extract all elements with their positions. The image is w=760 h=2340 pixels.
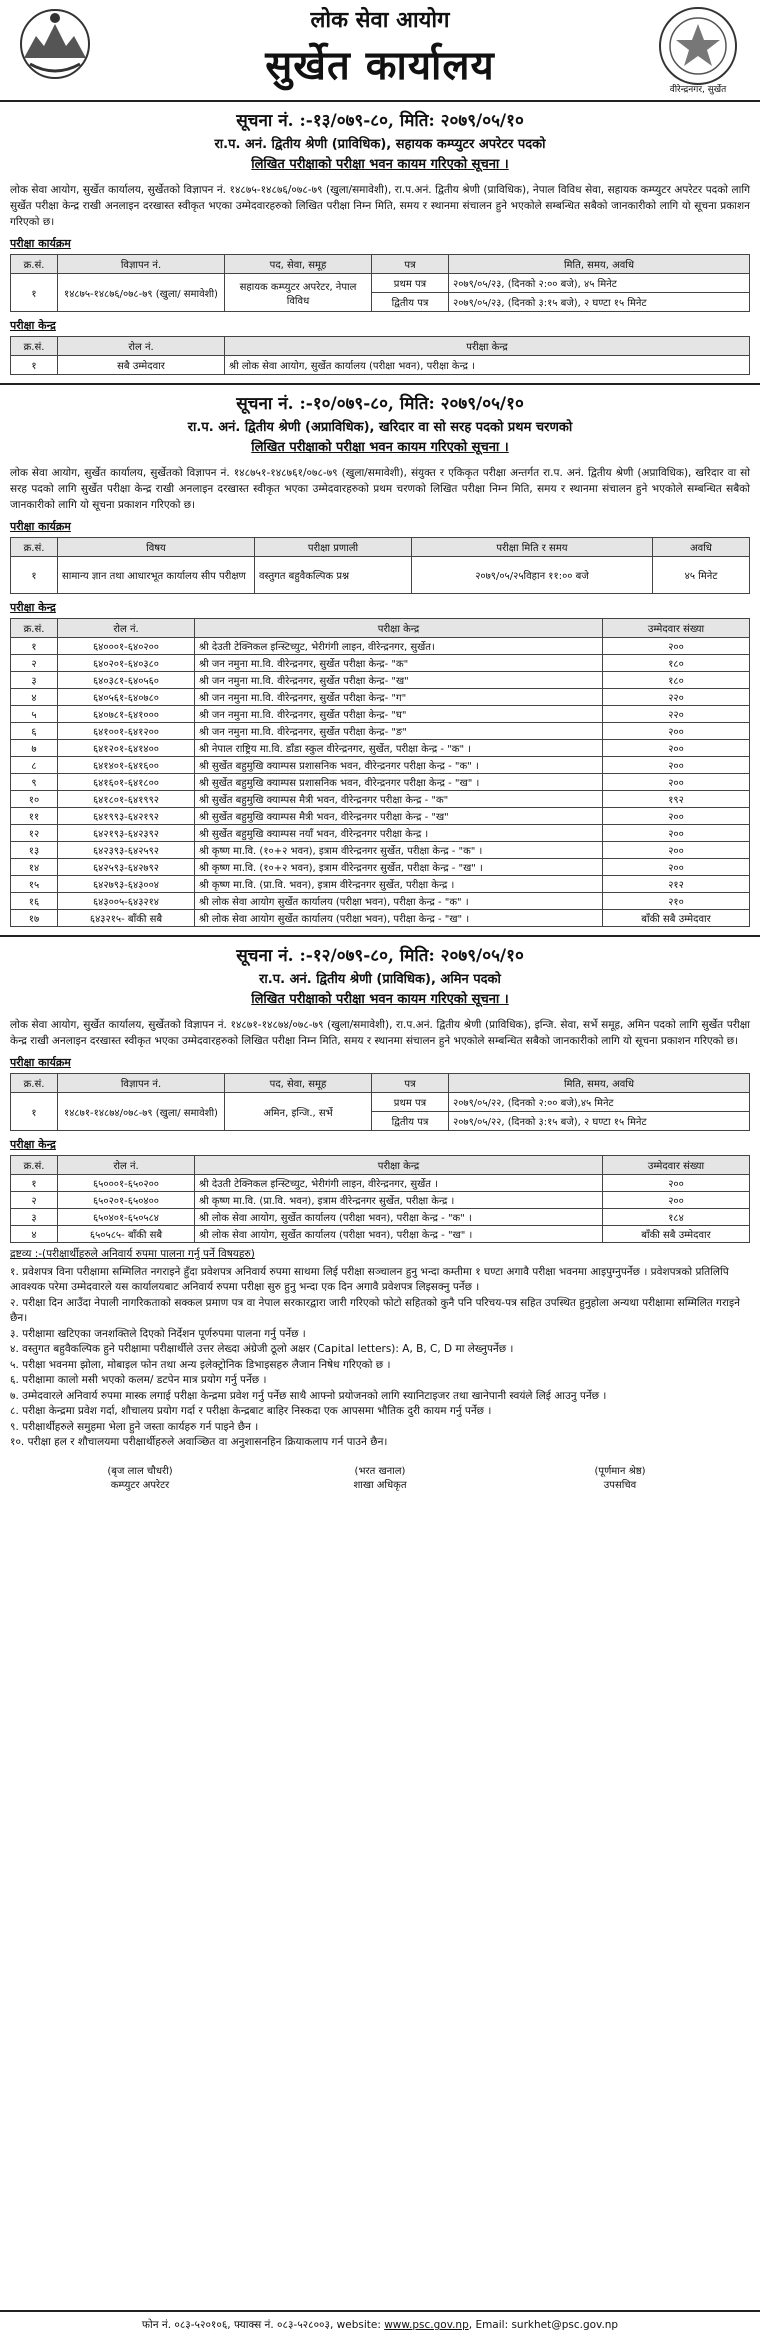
centre-cell-sn: १० (11, 791, 58, 808)
exam-program-table: क्र.सं. विज्ञापन नं. पद, सेवा, समूह पत्र मिति, समय, अवधि १ १४८७१-१४८७४/०७८-७९ (खुला/ समावेशी) अमिन, इन्जि., सर्भे प्रथम पत्र २०७९/०५/२२, (दिनको २:०० बजे),४५ मिनेट द्वितीय पत्र २०७९/०५/२२, (दिनको ३:१५ बजे), २ घण्टा १५ मिनेट (10, 1073, 750, 1131)
instruction-item: ३. परीक्षामा खटिएका जनशक्तिले दिएको निर्देशन पूर्णरुपमा पालना गर्नु पर्नेछ । (10, 1327, 306, 1340)
exam-program-table (10, 254, 750, 312)
centre-cell-count: २२० (603, 706, 750, 723)
exam-centre-table: क्र.सं. रोल नं. परीक्षा केन्द्र १ सबै उम्मेदवार श्री लोक सेवा आयोग, सुर्खेत कार्यालय (परीक्षा भवन), परीक्षा केन्द्र । (10, 336, 750, 375)
centre-cell-roll: ६५०२०१-६५०४०० (58, 1192, 195, 1209)
centre-cell-roll: ६४३००५-६४३२१४ (58, 893, 195, 910)
instruction-item: ९. परीक्षार्थीहरुले समुहमा भेला हुने जस्ता कार्यहरु गर्न पाइने छैन । (10, 1420, 259, 1433)
table-row (11, 808, 750, 825)
centre-cell-centre: श्री लोक सेवा आयोग, सुर्खेत कार्यालय (परीक्षा भवन), परीक्षा केन्द्र - "ख" । (195, 1226, 603, 1243)
centre-cell-centre: श्री सुर्खेत बहुमुखि क्याम्पस नयाँ भवन, वीरेन्द्रनगर परीक्षा केन्द्र । (195, 825, 603, 842)
col-header: पत्र (372, 255, 449, 274)
notice-2 (0, 391, 760, 927)
centre-cell-centre: श्री सुर्खेत बहुमुखि क्याम्पस मैत्री भवन, वीरेन्द्रनगर परीक्षा केन्द्र - "क" (195, 791, 603, 808)
centre-cell-roll: ६४१८०१-६४१९९२ (58, 791, 195, 808)
centre-cell-sn: ६ (11, 723, 58, 740)
table-row: १ १४८७५-१४८७६/०७८-७९ (खुला/ समावेशी) सहायक कम्प्युटर अपरेटर, नेपाल विविध प्रथम पत्र २०७९/०५/२३, (दिनको २:०० बजे), ४५ मिनेट (11, 274, 750, 293)
notice-paragraph: लोक सेवा आयोग, सुर्खेत कार्यालय, सुर्खेतको विज्ञापन नं. १४८७५-१४८७६/०७८-७९ (खुला/समावेशी), रा.प.अनं. द्वितीय श्रेणी (प्राविधिक), नेपाल विविध सेवा, सहायक कम्प्युटर अपरेटर पदको लागि सुर्खेत परीक्षा केन्द्र राखी अनलाइन दरखास्त स्वीकृत भएका उम्मेदवारहरुको लिखित परीक्षा निम्न मिति, समय र स्थानमा संचालन हुने भएकोले सम्बन्धित सबैको जानकारीको लागि यो सूचना प्रकाशन गरिएको छ। (10, 184, 750, 228)
signatures (10, 1463, 750, 1491)
centre-cell-sn: १४ (11, 859, 58, 876)
table-row (11, 910, 750, 927)
centre-cell-centre: श्री सुर्खेत बहुमुखि क्याम्पस प्रशासनिक भवन, वीरेन्द्रनगर परीक्षा केन्द्र - "ख" । (195, 774, 603, 791)
centre-cell-roll: ६४०७८१-६४१००० (58, 706, 195, 723)
org-name: लोक सेवा आयोग (310, 7, 450, 33)
exam-centre-table: क्र.सं. रोल नं. परीक्षा केन्द्र उम्मेदवार संख्या १ ६४०००१-६४०२०० श्री देउती टेक्निकल इन्स्टिच्युट, भेरीगंगी लाइन, वीरेन्द्रनगर, सुर्खेत। २०० २ ६४०२०१-६४०३८० श्री जन नमुना मा.वि. वीरेन्द्रनगर, सुर्खेत परीक्षा केन्द्र- "क" १८० ३ ६४०३८१-६४०५६० श्री जन नमुना मा.वि. वीरेन्द्रनगर, सुर्खेत परीक्षा केन्द्र- "ख" १८० ४ ६४०५६१-६४०७८० श्री जन नमुना मा.वि. वीरेन्द्रनगर, सुर्खेत परीक्षा केन्द्र- "ग" २२० ५ ६४०७८१-६४१००० श्री जन नमुना मा.वि. वीरेन्द्रनगर, सुर्खेत परीक्षा केन्द्र- "घ" २२० ६ ६४१००१-६४१२०० श्री जन नमुना मा.वि. वीरेन्द्रनगर, सुर्खेत परीक्षा केन्द्र- "ङ" २०० ७ ६४१२०१-६४१४०० श्री नेपाल राष्ट्रिय मा.वि. डाँडा स्कुल वीरेन्द्रनगर, सुर्खेत, परीक्षा केन्द्र - "क" । २०० ८ ६४१४०१-६४१६०० श्री सुर्खेत बहुमुखि क्याम्पस प्रशासनिक भवन, वीरेन्द्रनगर परीक्षा केन्द्र - "क" । २०० ९ ६४१६०१-६४१८०० श्री सुर्खेत बहुमुखि क्याम्पस प्रशासनिक भवन, वीरेन्द्रनगर परीक्षा केन्द्र - "ख" । २०० १० ६४१८०१-६४१९९२ श्री सुर्खेत बहुमुखि क्याम्पस मैत्री भवन, वीरेन्द्रनगर परीक्षा केन्द्र - "क" १९२ ११ ६४१९९३-६४२१९२ श्री सुर्खेत बहुमुखि क्याम्पस मैत्री भवन, वीरेन्द्रनगर परीक्षा केन्द्र - "ख" २०० १२ ६४२१९३-६४२३९२ श्री सुर्खेत बहुमुखि क्याम्पस नयाँ भवन, वीरेन्द्रनगर परीक्षा केन्द्र । २०० १३ ६४२३९३-६४२५९२ श्री कृष्ण मा.वि. (१०+२ भवन), इत्राम वीरेन्द्रनगर सुर्खेत, परीक्षा केन्द्र - "क" । २०० १४ ६४२५९३-६४२७९२ श्री कृष्ण मा.वि. (१०+२ भवन), इत्राम वीरेन्द्रनगर सुर्खेत, परीक्षा केन्द्र - "ख" । २०० १५ ६४२७९३-६४३००४ श्री कृष्ण मा.वि. (प्रा.वि. भवन), इत्राम वीरेन्द्रनगर सुर्खेत, परीक्षा केन्द्र । २१२ १६ ६४३००५-६४३२१४ श्री लोक सेवा आयोग सुर्खेत कार्यालय (परीक्षा भवन), परीक्षा केन्द्र - "क" । २१० १७ ६४३२१५- बाँकी सबै श्री लोक सेवा आयोग सुर्खेत कार्यालय (परीक्षा भवन), परीक्षा केन्द्र - "ख" । बाँकी सबै उम्मेदवार (10, 618, 750, 927)
centre-cell-count: २०० (603, 842, 750, 859)
centre-cell-centre: श्री देउती टेक्निकल इन्स्टिच्युट, भेरीगंगी लाइन, वीरेन्द्रनगर, सुर्खेत। (195, 638, 603, 655)
centre-cell-count: २०० (603, 1175, 750, 1192)
email-link[interactable]: surkhet@psc.gov.np (511, 2319, 619, 2331)
centre-cell-sn: १३ (11, 842, 58, 859)
notice-3 (0, 943, 760, 1491)
signatory: (पूर्णमान श्रेष्ठ) उपसचिव (594, 1465, 646, 1491)
col-header: पद, सेवा, समूह (225, 255, 372, 274)
centre-cell-count: २०० (603, 808, 750, 825)
office-header (0, 0, 760, 102)
centre-cell-sn: १७ (11, 910, 58, 927)
centre-cell-sn: ७ (11, 740, 58, 757)
notice-subtitle: रा.प. अनं. द्वितीय श्रेणी (अप्राविधिक), खरिदार वा सो सरह पदको प्रथम चरणको (187, 420, 573, 435)
centre-cell-count: २०० (603, 1192, 750, 1209)
centre-cell-count: २२० (603, 689, 750, 706)
centre-cell-roll: ६५०००१-६५०२०० (58, 1175, 195, 1192)
centre-cell-roll: ६४१६०१-६४१८०० (58, 774, 195, 791)
centre-label: परीक्षा केन्द्र (10, 601, 56, 614)
table-row (11, 672, 750, 689)
phone-fax: फोन नं. ०८३-५२०१०६, फ्याक्स नं. ०८३-५२८००३, (141, 2319, 334, 2331)
instructions-list (10, 1265, 750, 1451)
centre-cell-centre: श्री लोक सेवा आयोग, सुर्खेत कार्यालय (परीक्षा भवन), परीक्षा केन्द्र - "क" । (195, 1209, 603, 1226)
signatory: (भरत खनाल) शाखा अधिकृत (353, 1465, 407, 1491)
instructions (10, 1247, 750, 1451)
centre-cell-roll: ६४०२०१-६४०३८० (58, 655, 195, 672)
centre-rows (11, 1175, 750, 1243)
notice-subtitle: रा.प. अनं. द्वितीय श्रेणी (प्राविधिक), सहायक कम्प्युटर अपरेटर पदको (214, 137, 546, 152)
notice-subtitle-2: लिखित परीक्षाको परीक्षा भवन कायम गरिएको सूचना । (251, 992, 509, 1007)
centre-cell-count: २१२ (603, 876, 750, 893)
instruction-item: १०. परीक्षा हल र शौचालयमा परीक्षार्थीहरुले अवाञ्छित वा अनुशासनहिन क्रियाकलाप गर्न पाउने छैन। (10, 1436, 388, 1448)
centre-cell-count: २०० (603, 859, 750, 876)
table-row: १ सबै उम्मेदवार श्री लोक सेवा आयोग, सुर्खेत कार्यालय (परीक्षा भवन), परीक्षा केन्द्र । (11, 356, 750, 375)
centre-label: परीक्षा केन्द्र (10, 1138, 56, 1151)
col-header: मिति, समय, अवधि (449, 255, 750, 274)
centre-cell-count: २०० (603, 723, 750, 740)
centre-cell-sn: ३ (11, 672, 58, 689)
centre-cell-sn: १२ (11, 825, 58, 842)
office-name: सुर्खेत कार्यालय (265, 42, 495, 89)
centre-cell-centre: श्री देउती टेक्निकल इन्स्टिच्युट, भेरीगंगी लाइन, वीरेन्द्रनगर, सुर्खेत । (195, 1175, 603, 1192)
centre-cell-centre: श्री कृष्ण मा.वि. (१०+२ भवन), इत्राम वीरेन्द्रनगर सुर्खेत, परीक्षा केन्द्र - "क" । (195, 842, 603, 859)
centre-cell-roll: ६४२७९३-६४३००४ (58, 876, 195, 893)
program-label: परीक्षा कार्यक्रम (10, 1056, 71, 1069)
centre-cell-count: १९२ (603, 791, 750, 808)
col-header: क्र.सं. (11, 255, 58, 274)
table-row (11, 638, 750, 655)
table-row: १ १४८७१-१४८७४/०७८-७९ (खुला/ समावेशी) अमिन, इन्जि., सर्भे प्रथम पत्र २०७९/०५/२२, (दिनको २:०० बजे),४५ मिनेट (11, 1093, 750, 1112)
centre-cell-roll: ६४२५९३-६४२७९२ (58, 859, 195, 876)
centre-cell-roll: ६४१००१-६४१२०० (58, 723, 195, 740)
seal-location: वीरेन्द्रनगर, सुर्खेत (669, 85, 727, 95)
notice-title: सूचना नं. :-१३/०७९-८०, मिति: २०७९/०५/१० (236, 111, 524, 131)
centre-cell-centre: श्री जन नमुना मा.वि. वीरेन्द्रनगर, सुर्खेत परीक्षा केन्द्र- "ङ" (195, 723, 603, 740)
centre-cell-centre: श्री जन नमुना मा.वि. वीरेन्द्रनगर, सुर्खेत परीक्षा केन्द्र- "क" (195, 655, 603, 672)
centre-cell-centre: श्री कृष्ण मा.वि. (प्रा.वि. भवन), इत्राम वीरेन्द्रनगर सुर्खेत, परीक्षा केन्द्र । (195, 876, 603, 893)
centre-cell-sn: ५ (11, 706, 58, 723)
table-row (11, 655, 750, 672)
table-row (11, 740, 750, 757)
centre-cell-count: बाँकी सबै उम्मेदवार (603, 910, 750, 927)
centre-cell-roll: ६४२१९३-६४२३९२ (58, 825, 195, 842)
centre-cell-count: २०० (603, 638, 750, 655)
centre-cell-roll: ६४०३८१-६४०५६० (58, 672, 195, 689)
centre-cell-count: २१० (603, 893, 750, 910)
centre-cell-sn: १५ (11, 876, 58, 893)
program-label: परीक्षा कार्यक्रम (10, 237, 71, 250)
centre-rows (11, 638, 750, 927)
centre-cell-centre: श्री सुर्खेत बहुमुखि क्याम्पस प्रशासनिक भवन, वीरेन्द्रनगर परीक्षा केन्द्र - "क" । (195, 757, 603, 774)
col-header: विज्ञापन नं. (58, 255, 225, 274)
centre-cell-centre: श्री लोक सेवा आयोग सुर्खेत कार्यालय (परीक्षा भवन), परीक्षा केन्द्र - "ख" । (195, 910, 603, 927)
centre-cell-sn: ८ (11, 757, 58, 774)
instruction-item: ४. वस्तुगत बहुवैकल्पिक हुने परीक्षामा परीक्षार्थीले उत्तर लेख्दा अंग्रेजी ठूलो अक्षर (Capital letters): A, B, C, D मा लेख्नुपर्नेछ । (10, 1343, 514, 1355)
table-row: १ सामान्य ज्ञान तथा आधारभूत कार्यालय सीप परीक्षण वस्तुगत बहुवैकल्पिक प्रश्न २०७९/०५/२५विहान ११:०० बजे ४५ मिनेट (11, 557, 750, 594)
centre-cell-centre: श्री कृष्ण मा.वि. (प्रा.वि. भवन), इत्राम वीरेन्द्रनगर सुर्खेत, परीक्षा केन्द्र । (195, 1192, 603, 1209)
table-row: द्वितीय पत्र २०७९/०५/२३, (दिनको ३:१५ बजे), २ घण्टा १५ मिनेट (11, 293, 750, 312)
centre-cell-count: २०० (603, 757, 750, 774)
instruction-item: २. परीक्षा दिन आउँदा नेपाली नागरिकताको सक्कल प्रमाण पत्र वा नेपाल सरकारद्वारा जारी गरिएको फोटो सहितको कुनै पनि परिचय-पत्र सहित उपस्थित हुनुहोला अन्यथा परीक्षामा सम्मिलित गराइने छैन। (10, 1296, 740, 1324)
contact-footer: फोन नं. ०८३-५२०१०६, फ्याक्स नं. ०८३-५२८००३, website: www.psc.gov.np, Email: surkhet@psc.gov.np (0, 2310, 760, 2332)
centre-cell-roll: ६४०५६१-६४०७८० (58, 689, 195, 706)
centre-cell-centre: श्री कृष्ण मा.वि. (१०+२ भवन), इत्राम वीरेन्द्रनगर सुर्खेत, परीक्षा केन्द्र - "ख" । (195, 859, 603, 876)
instruction-item: ७. उम्मेदवारले अनिवार्य रुपमा मास्क लगाई परीक्षा केन्द्रमा प्रवेश गर्नु पर्नेछ साथै आफ्नो प्रयोजनको लागि स्यानिटाइजर तथा खानेपानी स्वयंले लिई आउनु पर्नेछ । (10, 1389, 607, 1402)
instruction-item: १. प्रवेशपत्र विना परीक्षामा सम्मिलित नगराइने हुँदा प्रवेशपत्र अनिवार्य रुपमा साथमा लिई परीक्षा सञ्चालन हुनु भन्दा कम्तीमा १ घण्टा अगावै परीक्षा भवनमा आइपुग्नुपर्नेछ । प्रवेशपत्रको प्रतिलिपि आवश्यक परेमा उम्मेदवारले यस कार्यालयबाट अनिवार्य रुपमा परीक्षा सुरु हुनु भन्दा एक दिन अगावै प्रवेशपत्र लिइसक्नु पर्नेछ । (10, 1265, 729, 1293)
centre-cell-roll: ६५०४०१-६५०५८४ (58, 1209, 195, 1226)
centre-cell-sn: १६ (11, 893, 58, 910)
notice-title: सूचना नं. :-१२/०७९-८०, मिति: २०७९/०५/१० (236, 946, 524, 966)
centre-cell-count: १८० (603, 655, 750, 672)
table-row (11, 723, 750, 740)
table-row (11, 876, 750, 893)
notice-paragraph: लोक सेवा आयोग, सुर्खेत कार्यालय, सुर्खेतको विज्ञापन नं. १४८७१-१४८७४/०७८-७९ (खुला/समावेशी), रा.प.अनं. द्वितीय श्रेणी (प्राविधिक), इन्जि. सेवा, सर्भे समूह, अमिन पदको लागि सुर्खेत परीक्षा केन्द्र राखी अनलाइन दरखास्त स्वीकृत भएका उम्मेदवारहरुको लिखित परीक्षा निम्न मिति, समय र स्थानमा संचालन हुने भएकोले सम्बन्धित सबैको जानकारीको लागि यो सूचना प्रकाशन गरिएको छ। (10, 1019, 750, 1047)
centre-cell-roll: ६४१२०१-६४१४०० (58, 740, 195, 757)
notice-1 (0, 108, 760, 375)
notice-subtitle: रा.प. अनं. द्वितीय श्रेणी (प्राविधिक), अमिन पदको (259, 972, 501, 987)
table-row (11, 1175, 750, 1192)
centre-cell-count: बाँकी सबै उम्मेदवार (603, 1226, 750, 1243)
website-link[interactable]: www.psc.gov.np (384, 2319, 469, 2331)
table-row (11, 825, 750, 842)
centre-cell-count: १८४ (603, 1209, 750, 1226)
centre-cell-count: २०० (603, 740, 750, 757)
notice-subtitle-2: लिखित परीक्षाको परीक्षा भवन कायम गरिएको सूचना । (251, 440, 509, 455)
centre-cell-sn: २ (11, 655, 58, 672)
centre-cell-centre: श्री जन नमुना मा.वि. वीरेन्द्रनगर, सुर्खेत परीक्षा केन्द्र- "ख" (195, 672, 603, 689)
centre-cell-roll: ६४३२१५- बाँकी सबै (58, 910, 195, 927)
divider (0, 383, 760, 385)
table-row (11, 706, 750, 723)
centre-cell-sn: ११ (11, 808, 58, 825)
table-row: द्वितीय पत्र २०७९/०५/२२, (दिनको ३:१५ बजे), २ घण्टा १५ मिनेट (11, 1112, 750, 1131)
centre-cell-roll: ६४१४०१-६४१६०० (58, 757, 195, 774)
centre-cell-sn: ३ (11, 1209, 58, 1226)
centre-cell-centre: श्री नेपाल राष्ट्रिय मा.वि. डाँडा स्कुल वीरेन्द्रनगर, सुर्खेत, परीक्षा केन्द्र - "क" । (195, 740, 603, 757)
centre-label: परीक्षा केन्द्र (10, 319, 56, 332)
instruction-item: ५. परीक्षा भवनमा झोला, मोबाइल फोन तथा अन्य इलेक्ट्रोनिक डिभाइसहरु लैजान निषेध गरिएको छ । (10, 1358, 391, 1371)
table-row (11, 893, 750, 910)
table-row (11, 859, 750, 876)
centre-cell-sn: ९ (11, 774, 58, 791)
centre-cell-roll: ६४२३९३-६४२५९२ (58, 842, 195, 859)
centre-cell-centre: श्री लोक सेवा आयोग सुर्खेत कार्यालय (परीक्षा भवन), परीक्षा केन्द्र - "क" । (195, 893, 603, 910)
signatory: (बृज लाल चौधरी) कम्प्युटर अपरेटर (107, 1465, 173, 1491)
centre-cell-sn: २ (11, 1192, 58, 1209)
centre-cell-centre: श्री जन नमुना मा.वि. वीरेन्द्रनगर, सुर्खेत परीक्षा केन्द्र- "घ" (195, 706, 603, 723)
psc-seal-icon (650, 4, 746, 94)
centre-cell-count: २०० (603, 825, 750, 842)
centre-cell-roll: ६४०००१-६४०२०० (58, 638, 195, 655)
centre-cell-sn: १ (11, 1175, 58, 1192)
centre-cell-sn: ४ (11, 1226, 58, 1243)
divider (0, 935, 760, 937)
exam-centre-table: क्र.सं. रोल नं. परीक्षा केन्द्र उम्मेदवार संख्या १ ६५०००१-६५०२०० श्री देउती टेक्निकल इन्स्टिच्युट, भेरीगंगी लाइन, वीरेन्द्रनगर, सुर्खेत । २०० २ ६५०२०१-६५०४०० श्री कृष्ण मा.वि. (प्रा.वि. भवन), इत्राम वीरेन्द्रनगर सुर्खेत, परीक्षा केन्द्र । २०० ३ ६५०४०१-६५०५८४ श्री लोक सेवा आयोग, सुर्खेत कार्यालय (परीक्षा भवन), परीक्षा केन्द्र - "क" । १८४ ४ ६५०५८५- बाँकी सबै श्री लोक सेवा आयोग, सुर्खेत कार्यालय (परीक्षा भवन), परीक्षा केन्द्र - "ख" । बाँकी सबै उम्मेदवार (10, 1155, 750, 1243)
centre-cell-centre: श्री सुर्खेत बहुमुखि क्याम्पस मैत्री भवन, वीरेन्द्रनगर परीक्षा केन्द्र - "ख" (195, 808, 603, 825)
exam-program-table: क्र.सं. विषय परीक्षा प्रणाली परीक्षा मिति र समय अवधि १ सामान्य ज्ञान तथा आधारभूत कार्यालय सीप परीक्षण वस्तुगत बहुवैकल्पिक प्रश्न २०७९/०५/२५विहान ११:०० बजे ४५ मिनेट (10, 537, 750, 594)
program-label: परीक्षा कार्यक्रम (10, 520, 71, 533)
table-row (11, 757, 750, 774)
centre-cell-sn: १ (11, 638, 58, 655)
centre-cell-sn: ४ (11, 689, 58, 706)
table-row (11, 842, 750, 859)
centre-cell-roll: ६५०५८५- बाँकी सबै (58, 1226, 195, 1243)
centre-cell-count: २०० (603, 774, 750, 791)
instruction-item: ६. परीक्षामा कालो मसी भएको कलम/ डटपेन मात्र प्रयोग गर्नु पर्नेछ । (10, 1374, 267, 1386)
notice-title: सूचना नं. :-१०/०७९-८०, मिति: २०७९/०५/१० (236, 394, 524, 414)
instruction-item: ८. परीक्षा केन्द्रमा प्रवेश गर्दा, शौचालय प्रयोग गर्दा र परीक्षा केन्द्रबाट बाहिर निस्कदा एक आपसमा भौतिक दुरी कायम गर्नु पर्नेछ । (10, 1405, 492, 1417)
instructions-heading: द्रष्टव्य :-(परीक्षार्थीहरुले अनिवार्य रुपमा पालना गर्नु पर्ने विषयहरु) (10, 1248, 255, 1260)
centre-cell-roll: ६४१९९३-६४२१९२ (58, 808, 195, 825)
table-row (11, 1209, 750, 1226)
notice-subtitle-2: लिखित परीक्षाको परीक्षा भवन कायम गरिएको सूचना । (251, 157, 509, 172)
table-row (11, 689, 750, 706)
centre-cell-count: १८० (603, 672, 750, 689)
notice-paragraph: लोक सेवा आयोग, सुर्खेत कार्यालय, सुर्खेतको विज्ञापन नं. १४८७५१-१४८७६१/०७८-७९ (खुला/समावेशी), संयुक्त र एकिकृत परीक्षा अन्तर्गत रा.प. अनं. द्वितीय श्रेणी (अप्राविधिक), खरिदार वा सो सरह पदको लागि सुर्खेत परीक्षा केन्द्र राखी अनलाइन दरखास्त स्वीकृत भएका उम्मेदवारहरुको प्रथम चरणको लिखित परीक्षा निम्न मिति, समय र स्थानमा संचालन हुने भएकोले सम्बन्धित सबैको जानकारीको लागि यो सूचना प्रकाशन गरिएको छ। (10, 467, 750, 511)
centre-cell-centre: श्री जन नमुना मा.वि. वीरेन्द्रनगर, सुर्खेत परीक्षा केन्द्र- "ग" (195, 689, 603, 706)
table-row (11, 774, 750, 791)
table-row (11, 1226, 750, 1243)
table-row (11, 791, 750, 808)
table-row (11, 1192, 750, 1209)
